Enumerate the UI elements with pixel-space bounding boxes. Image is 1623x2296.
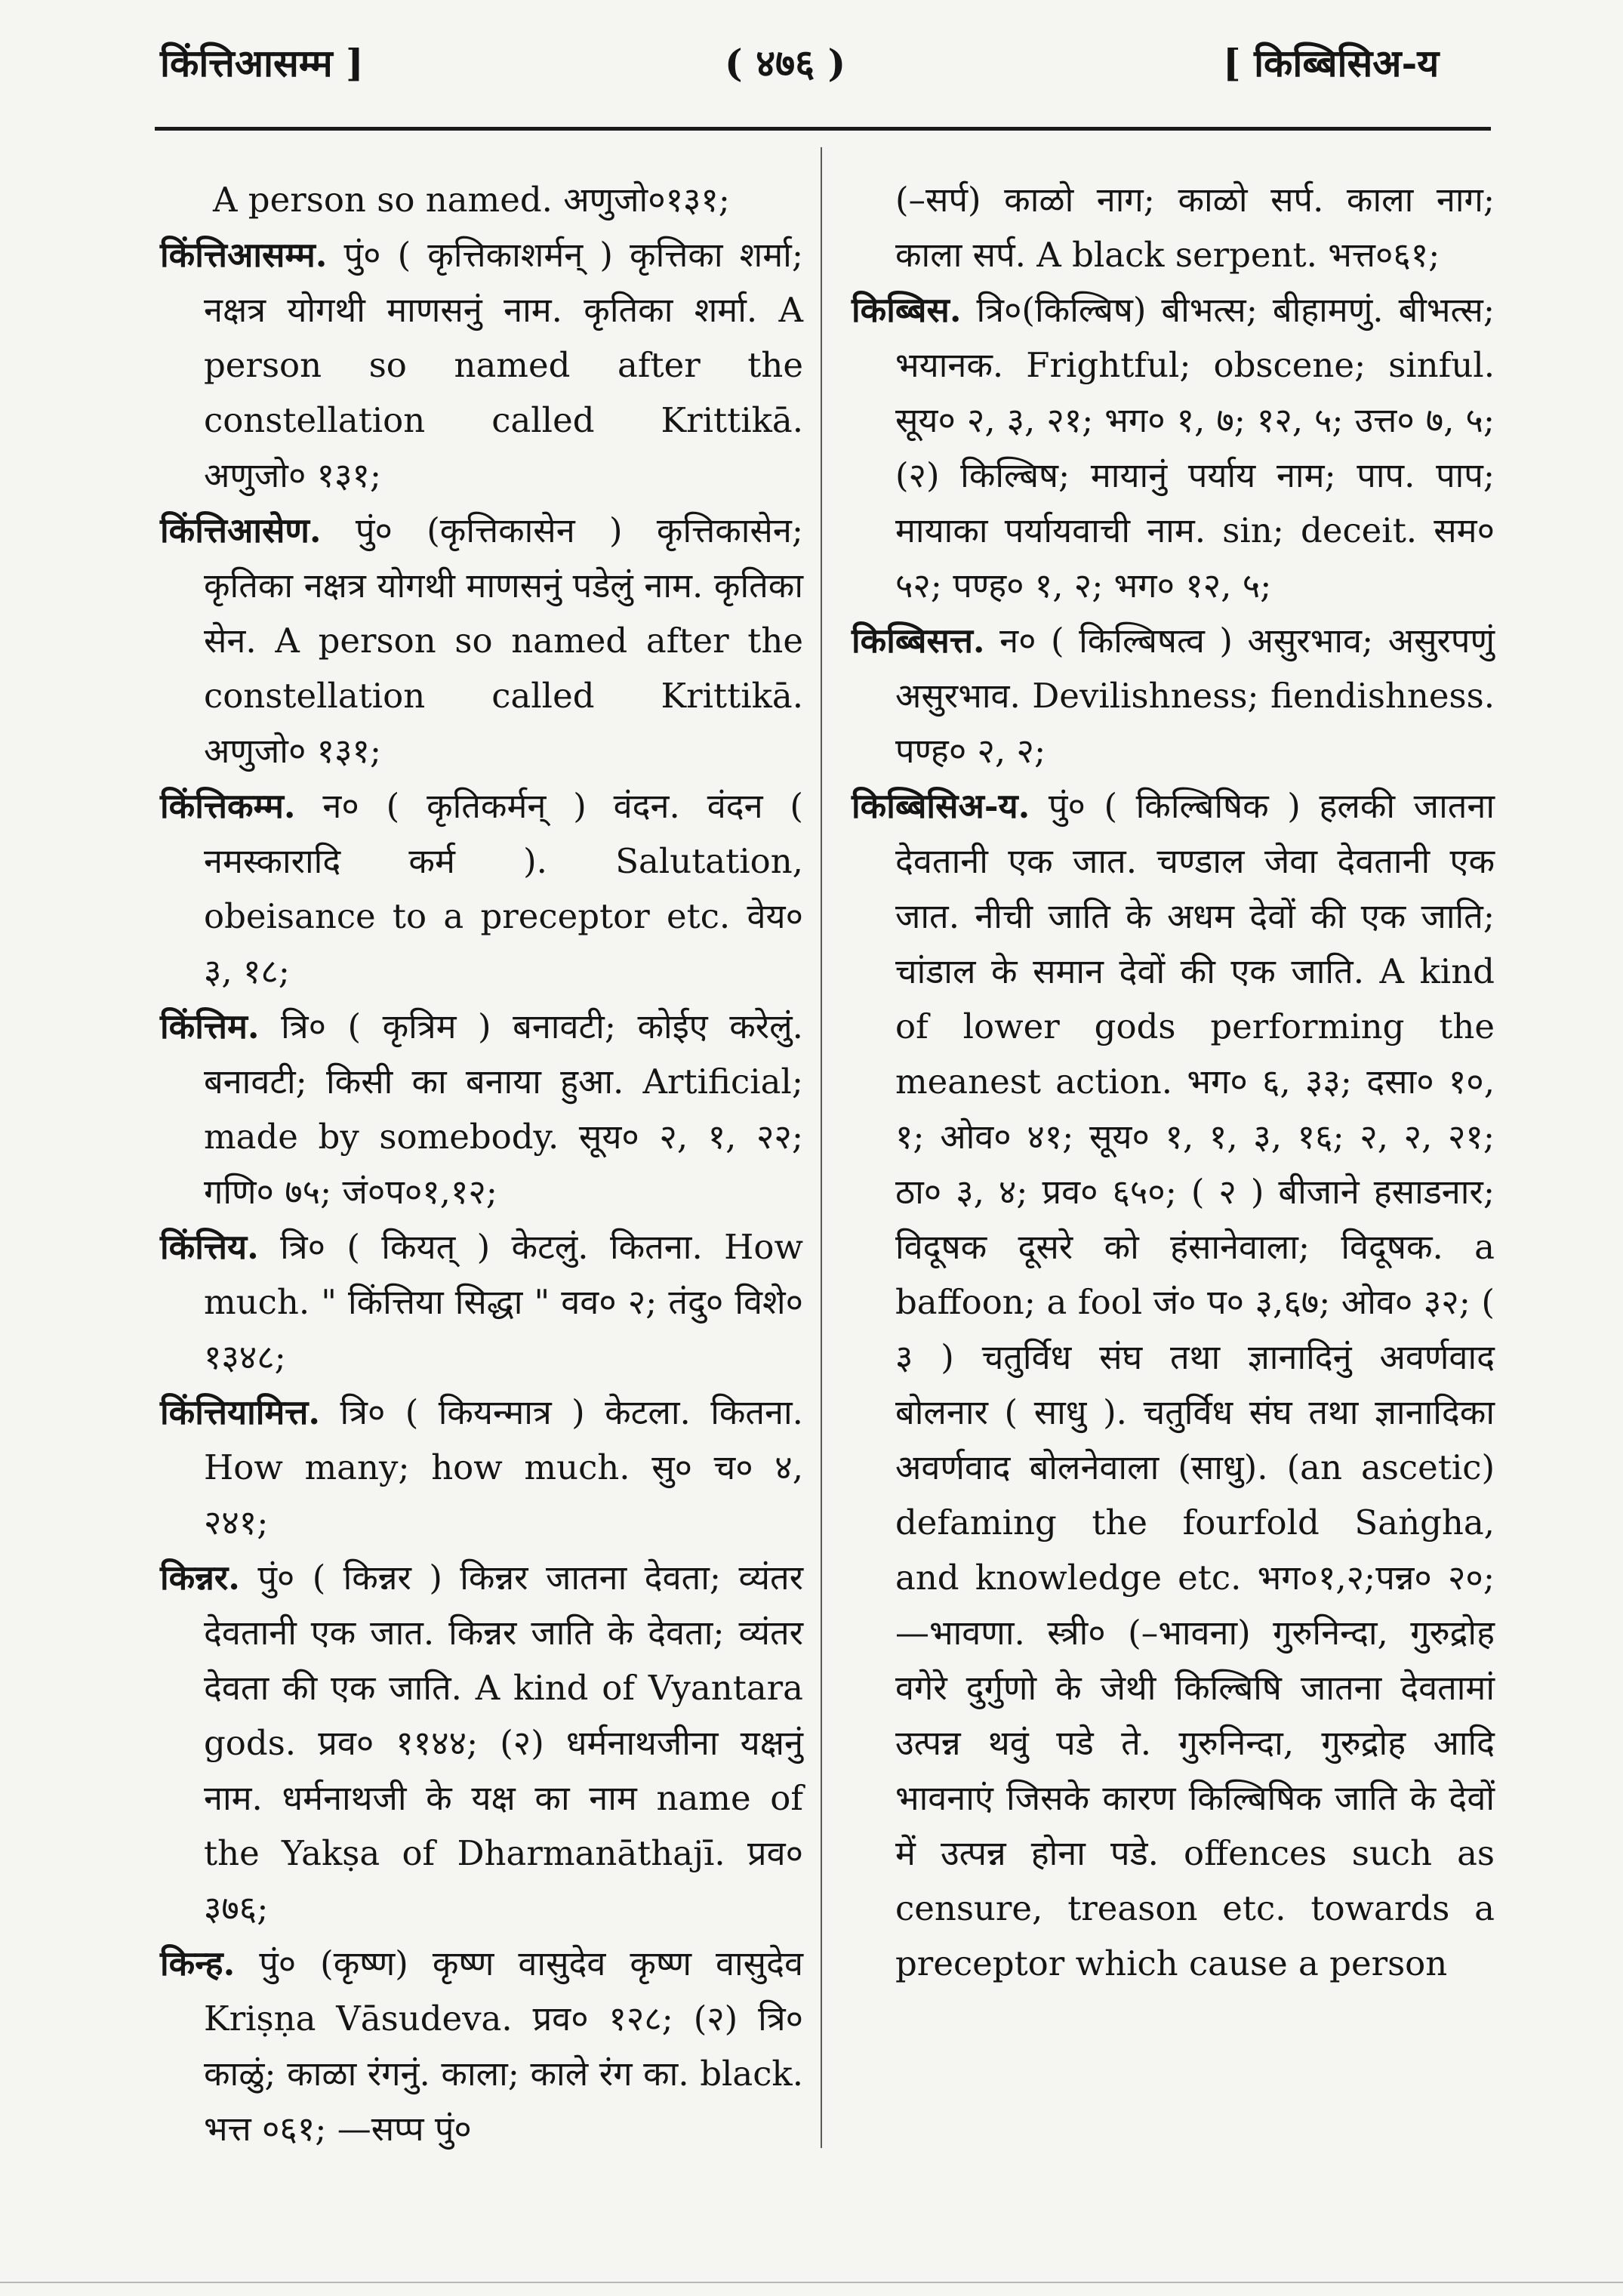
entry-text: न० ( कृतिकर्मन् ) वंदन. वंदन ( नमस्कारादि कर्म ). Salutation, obeisance to a preceptor etc. वेय० ३, १८; bbox=[204, 786, 803, 991]
dictionary-entry bbox=[160, 1936, 803, 2156]
entry-headword: किब्बिसिअ-य. bbox=[852, 786, 1030, 826]
entry-text: न० ( किल्बिषत्व ) असुरभाव; असुरपणुं असुरभाव. Devilishness; fiendishness. पण्ह० २, २; bbox=[895, 621, 1495, 771]
entry-headword: किन्नर. bbox=[160, 1558, 240, 1598]
dictionary-entry bbox=[160, 227, 803, 503]
header-left-catchword: किंत्तिआसम्म ] bbox=[160, 41, 364, 85]
entry-text: त्रि० ( कृत्रिम ) बनावटी; कोईए करेलुं. बनावटी; किसी का बनाया हुआ. Artificial; made by somebody. सूय० २, १, २२; गणि० ७५; जं०प०१,१२; bbox=[204, 1006, 803, 1212]
entry-text: पुं० ( किन्नर ) किन्नर जातना देवता; व्यंतर देवतानी एक जात. किन्नर जाति के देवता; व्यंतर देवता की एक जाति. A kind of Vyantara gods. प्रव० ११४४; (२) धर्मनाथजीना यक्षनुं नाम. धर्मनाथजी के यक्ष का नाम name of the Yakṣa of Dharmanāthajī. प्रव० ३७६; bbox=[204, 1558, 803, 1928]
entry-text: त्रि०(किल्बिष) बीभत्स; बीहामणुं. बीभत्स; भयानक. Frightful; obscene; sinful. सूय० २, ३, २१; भग० १, ७; १२, ५; उत्त० ७, ५; (२) किल्बिष; मायानुं पर्याय नाम; पाप. पाप; मायाका पर्यायवाची नाम. sin; deceit. सम० ५२; पण्ह० १, २; भग० १२, ५; bbox=[895, 290, 1495, 606]
dictionary-entry bbox=[160, 172, 803, 227]
entry-text: A person so named. अणुजो०१३१; bbox=[213, 180, 730, 220]
header-rule bbox=[155, 127, 1491, 131]
dictionary-entry bbox=[160, 999, 803, 1219]
entry-headword: किंत्तिआसम्म. bbox=[160, 235, 328, 275]
entry-headword: किंत्तिआसेण. bbox=[160, 510, 322, 550]
dictionary-entry bbox=[160, 1550, 803, 1936]
dictionary-entry bbox=[852, 172, 1495, 282]
dictionary-entry bbox=[160, 778, 803, 999]
header-right-catchword: [ किब्बिसिअ-य bbox=[1223, 41, 1440, 85]
page-header bbox=[0, 0, 1623, 128]
dictionary-entry bbox=[852, 778, 1495, 1991]
page-number: ( ४७६ ) bbox=[725, 41, 846, 85]
entry-text: (–सर्प) काळो नाग; काळो सर्प. काला नाग; काला सर्प. A black serpent. भत्त०६१; bbox=[895, 180, 1495, 275]
column-divider bbox=[821, 147, 822, 2148]
dictionary-entry bbox=[160, 1385, 803, 1550]
entry-text: त्रि० ( कियत् ) केटलुं. कितना. How much. " किंत्तिया सिद्धा " वव० २; तंदु० विशे० १३४८; bbox=[204, 1227, 803, 1377]
right-column bbox=[852, 172, 1495, 1991]
dictionary-entry bbox=[160, 1219, 803, 1385]
entry-text: त्रि० ( कियन्मात्र ) केटला. कितना. How many; how much. सु० च० ४, २४१; bbox=[204, 1392, 803, 1542]
entry-headword: किंत्तिम. bbox=[160, 1006, 260, 1046]
entry-text: पुं० (कृष्ण) कृष्ण वासुदेव कृष्ण वासुदेव Kriṣṇa Vāsudeva. प्रव० १२८; (२) त्रि० काळुं; काळा रंगनुं. काला; काले रंग का. black. भत्त ०६१; —सप्प पुं० bbox=[204, 1943, 803, 2149]
left-column bbox=[160, 172, 803, 2156]
dictionary-entry bbox=[160, 503, 803, 778]
entry-headword: किंत्तिय. bbox=[160, 1227, 259, 1267]
entry-text: पुं० ( कृत्तिकाशर्मन् ) कृत्तिका शर्मा; नक्षत्र योगथी माणसनुं नाम. कृतिका शर्मा. A person so named after the constellation called Krittikā. अणुजो० १३१; bbox=[204, 235, 803, 495]
page-bottom-edge bbox=[0, 2282, 1623, 2283]
entry-headword: किन्ह. bbox=[160, 1943, 236, 1983]
entry-text: पुं० ( किल्बिषिक ) हलकी जातना देवतानी एक जात. चण्डाल जेवा देवतानी एक जात. नीची जाति के अधम देवों की एक जाति; चांडाल के समान देवों की एक जाति. A kind of lower gods performing the meanest action. भग० ६, ३३; दसा० १०, १; ओव० ४१; सूय० १, १, ३, १६; २, २, २१; ठा० ३, ४; प्रव० ६५०; ( २ ) बीजाने हसाडनार; विदूषक दूसरे को हंसानेवाला; विदूषक. a baffoon; a fool जं० प० ३,६७; ओव० ३२; ( ३ ) चतुर्विध संघ तथा ज्ञानादिनुं अवर्णवाद बोलनार ( साधु ). चतुर्विध संघ तथा ज्ञानादिका अवर्णवाद बोलनेवाला (साधु). (an ascetic) defaming the fourfold Saṅgha, and knowledge etc. भग०१,२;पन्न० २०;—भावणा. स्त्री० (–भावना) गुरुनिन्दा, गुरुद्रोह वगेरे दुर्गुणो के जेथी किल्बिषि जातना देवतामां उत्पन्न थवुं पडे ते. गुरुनिन्दा, गुरुद्रोह आदि भावनाएं जिसके कारण किल्बिषिक जाति के देवों में उत्पन्न होना पडे. offences such as censure, treason etc. towards a preceptor which cause a person bbox=[895, 786, 1495, 1983]
dictionary-entry bbox=[852, 613, 1495, 778]
entry-headword: किब्बिसत्त. bbox=[852, 621, 985, 661]
entry-text: पुं० (कृत्तिकासेन ) कृत्तिकासेन; कृतिका नक्षत्र योगथी माणसनुं पडेलुं नाम. कृतिका सेन. A person so named after the constellation called Krittikā. अणुजो० १३१; bbox=[204, 510, 803, 771]
entry-headword: किब्बिस. bbox=[852, 290, 962, 330]
entry-headword: किंत्तियामित्त. bbox=[160, 1392, 321, 1432]
dictionary-entry bbox=[852, 282, 1495, 613]
entry-headword: किंत्तिकम्म. bbox=[160, 786, 296, 826]
